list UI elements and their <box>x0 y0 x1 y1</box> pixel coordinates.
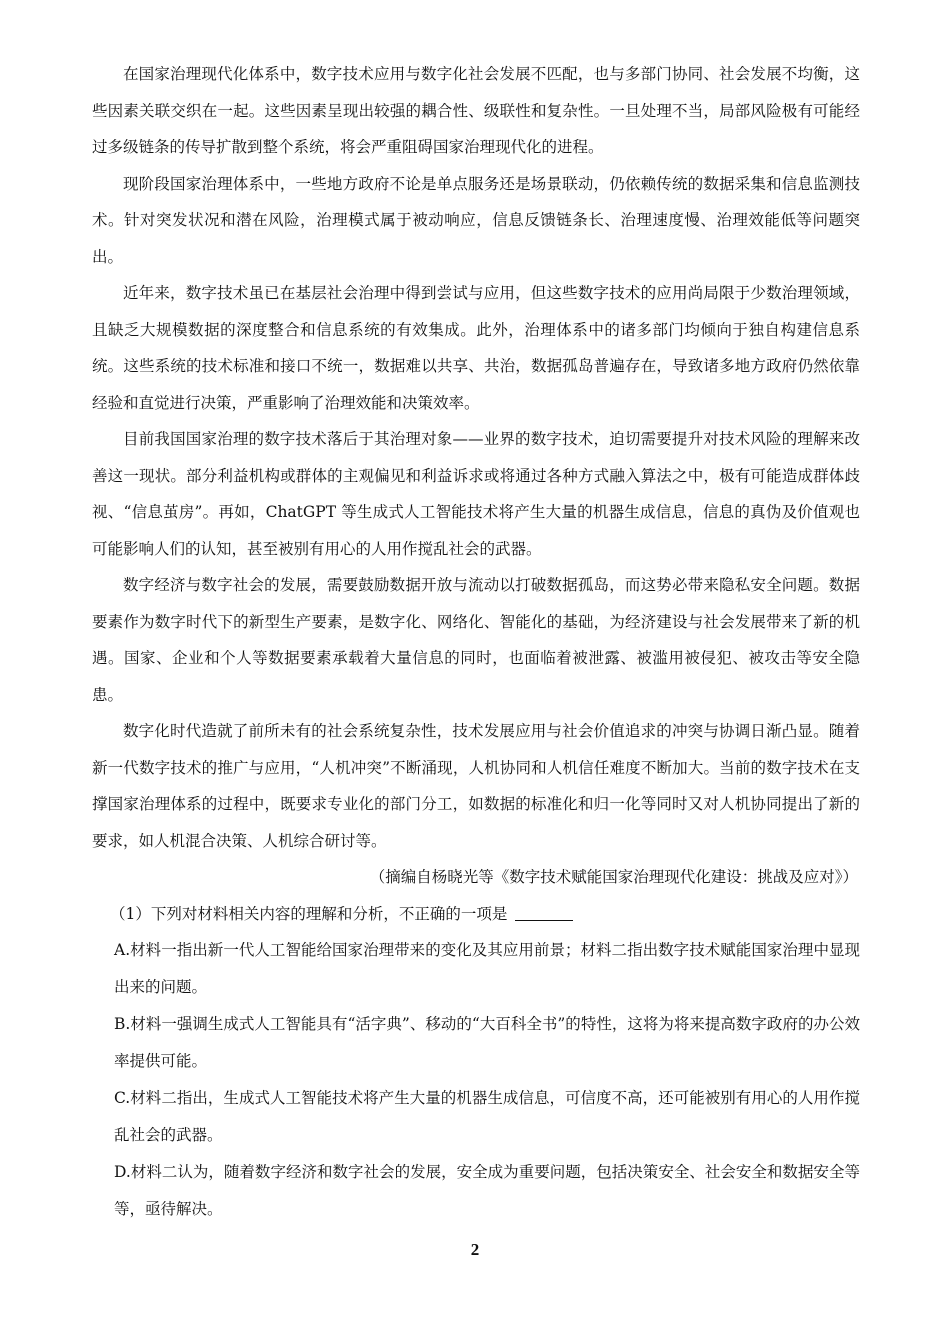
document-page <box>92 56 860 1228</box>
body-paragraph: 目前我国国家治理的数字技术落后于其治理对象——业界的数字技术，迫切需要提升对技术风险的理解来改善这一现状。部分利益机构或群体的主观偏见和利益诉求或将通过各种方式融入算法之中，极有可能造成群体歧视、“信息茧房”。再如，ChatGPT 等生成式人工智能技术将产生大量的机器生成信息，信息的真伪及价值观也可能影响人们的认知，甚至被别有用心的人用作搅乱社会的武器。 <box>92 430 860 558</box>
answer-option-c: C.材料二指出，生成式人工智能技术将产生大量的机器生成信息，可信度不高，还可能被别有用心的人用作搅乱社会的武器。 <box>114 1089 860 1144</box>
body-paragraph: 在国家治理现代化体系中，数字技术应用与数字化社会发展不匹配，也与多部门协同、社会发展不均衡，这些因素关联交织在一起。这些因素呈现出较强的耦合性、级联性和复杂性。一旦处理不当，局部风险极有可能经过多级链条的传导扩散到整个系统，将会严重阻碍国家治理现代化的进程。 <box>92 65 860 156</box>
question-stem <box>92 896 860 933</box>
answer-option-d: D.材料二认为，随着数字经济和数字社会的发展，安全成为重要问题，包括决策安全、社会安全和数据安全等等，亟待解决。 <box>114 1163 860 1218</box>
source-citation: （摘编自杨晓光等《数字技术赋能国家治理现代化建设：挑战及应对》） <box>369 868 858 886</box>
body-paragraph: 数字化时代造就了前所未有的社会系统复杂性，技术发展应用与社会价值追求的冲突与协调日渐凸显。随着新一代数字技术的推广与应用，“人机冲突”不断涌现，人机协同和人机信任难度不断加大。当前的数字技术在支撑国家治理体系的过程中，既要求专业化的部门分工，如数据的标准化和归一化等同时又对人机协同提出了新的要求，如人机混合决策、人机综合研讨等。 <box>92 722 860 850</box>
body-paragraph: 近年来，数字技术虽已在基层社会治理中得到尝试与应用，但这些数字技术的应用尚局限于少数治理领域，且缺乏大规模数据的深度整合和信息系统的有效集成。此外，治理体系中的诸多部门均倾向于独自构建信息系统。这些系统的技术标准和接口不统一，数据难以共享、共治，数据孤岛普遍存在，导致诸多地方政府仍然依靠经验和直觉进行决策，严重影响了治理效能和决策效率。 <box>92 284 860 412</box>
answer-option-a: A.材料一指出新一代人工智能给国家治理带来的变化及其应用前景；材料二指出数字技术赋能国家治理中显现出来的问题。 <box>114 941 860 996</box>
answer-option-b: B.材料一强调生成式人工智能具有“活字典”、移动的“大百科全书”的特性，这将为将来提高数字政府的办公效率提供可能。 <box>114 1015 860 1070</box>
question-stem-text: （1）下列对材料相关内容的理解和分析，不正确的一项是 <box>110 904 508 923</box>
page-number: 2 <box>470 1240 480 1259</box>
body-paragraph: 现阶段国家治理体系中，一些地方政府不论是单点服务还是场景联动，仍依赖传统的数据采集和信息监测技术。针对突发状况和潜在风险，治理模式属于被动响应，信息反馈链条长、治理速度慢、治理效能低等问题突出。 <box>92 174 860 266</box>
answer-blank <box>515 904 573 921</box>
body-paragraph: 数字经济与数字社会的发展，需要鼓励数据开放与流动以打破数据孤岛，而这势必带来隐私安全问题。数据要素作为数字时代下的新型生产要素，是数字化、网络化、智能化的基础，为经济建设与社会发展带来了新的机遇。国家、企业和个人等数据要素承载着大量信息的同时，也面临着被泄露、被滥用被侵犯、被攻击等安全隐患。 <box>92 576 860 704</box>
